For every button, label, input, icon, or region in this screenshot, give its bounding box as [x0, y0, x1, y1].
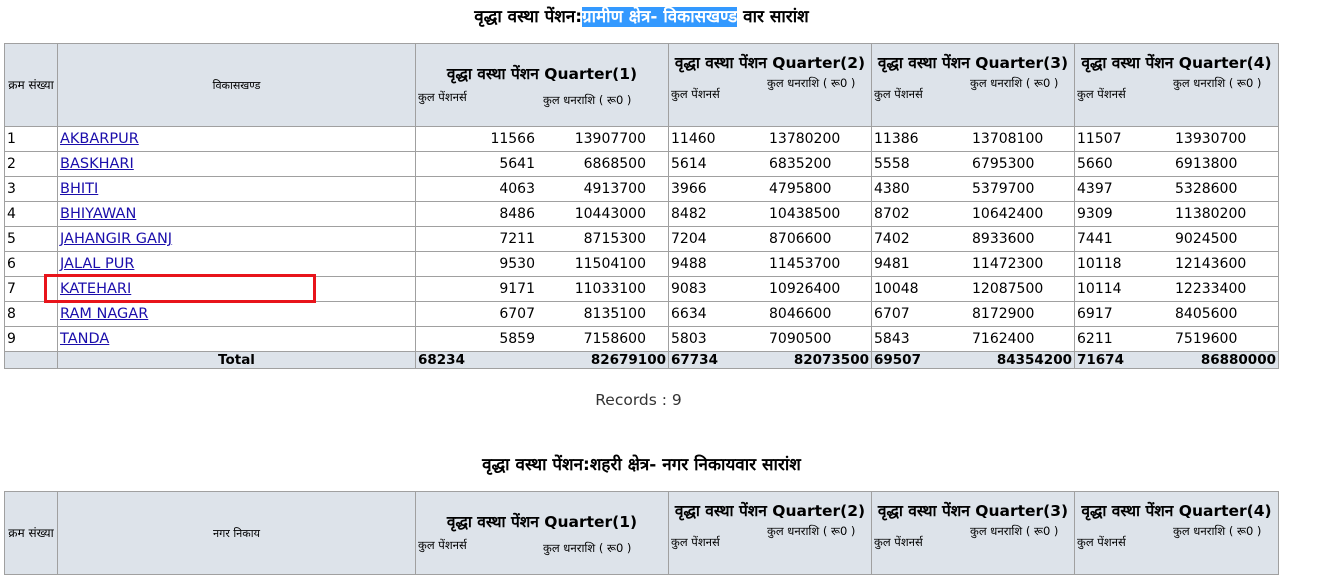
block-link[interactable]: RAM NAGAR — [60, 306, 149, 322]
q4-values-cell — [1075, 227, 1279, 252]
block-link[interactable]: TANDA — [60, 331, 110, 347]
urban-col-serial-header: क्रम संख्या — [5, 492, 58, 575]
q3-values-cell — [872, 227, 1075, 252]
row-serial: 2 — [5, 152, 58, 177]
q4-pensioners-value: 10118 — [1077, 256, 1122, 272]
q2-pensioners-value: 8482 — [671, 206, 707, 222]
q1-pensioners-value: 11566 — [490, 131, 535, 147]
row-serial: 3 — [5, 177, 58, 202]
total-pensioners: 67734 — [671, 352, 718, 368]
q4-pensioners-value: 10114 — [1077, 281, 1122, 297]
q2-pensioners-value: 5614 — [671, 156, 707, 172]
row-block-cell — [58, 177, 416, 202]
total-amount: 86880000 — [1200, 352, 1276, 368]
q1-pensioners-value: 4063 — [499, 181, 535, 197]
q2-values-cell — [669, 127, 872, 152]
row-serial: 8 — [5, 302, 58, 327]
rural-summary-table — [4, 43, 1279, 369]
q3-pensioners-value: 7402 — [874, 231, 910, 247]
table-row — [5, 177, 1279, 202]
rural-title-selected-text[interactable]: ग्रामीण क्षेत्र- विकासखण्ड — [582, 7, 738, 27]
total-row — [5, 352, 1279, 369]
q4-values-cell — [1075, 252, 1279, 277]
q4-values-cell — [1075, 177, 1279, 202]
block-link[interactable]: JALAL PUR — [60, 256, 135, 272]
row-block-cell — [58, 202, 416, 227]
q1-pensioners-label: कुल पेंशनर्स — [418, 90, 467, 104]
col-quarter3-header: वृद्धा वस्था पेंशन Quarter(3) कुल पेंशनर्स कुल धनराशि ( रू0 ) — [872, 44, 1075, 127]
q3-pensioners-value: 4380 — [874, 181, 910, 197]
row-block-cell — [58, 127, 416, 152]
q4-pensioners-label: कुल पेंशनर्स — [1077, 87, 1126, 101]
urban-col-body-header: नगर निकाय — [58, 492, 416, 575]
q2-pensioners-value: 6634 — [671, 306, 707, 322]
annotation-highlight-box — [44, 274, 316, 303]
q1-values-cell — [416, 277, 669, 302]
q3-values-cell — [872, 252, 1075, 277]
q4-pensioners-value: 6211 — [1077, 331, 1113, 347]
q3-amount-value: 8172900 — [972, 306, 1035, 322]
row-block-cell — [58, 327, 416, 352]
row-serial: 5 — [5, 227, 58, 252]
q2-amount-value: 10926400 — [769, 281, 841, 297]
q3-values-cell — [872, 152, 1075, 177]
q4-values-cell — [1075, 152, 1279, 177]
q4-pensioners-value: 5660 — [1077, 156, 1113, 172]
q3-pensioners-value: 5558 — [874, 156, 910, 172]
q1-pensioners-value: 6707 — [499, 306, 535, 322]
block-link[interactable]: BASKHARI — [60, 156, 134, 172]
q3-pensioners-value: 9481 — [874, 256, 910, 272]
q2-pensioners-value: 9083 — [671, 281, 707, 297]
q3-amount-value: 10642400 — [972, 206, 1044, 222]
q2-amount-value: 10438500 — [769, 206, 841, 222]
q3-values-cell — [872, 277, 1075, 302]
q4-amount-value: 12233400 — [1175, 281, 1247, 297]
q4-pensioners-value: 7441 — [1077, 231, 1113, 247]
q1-amount-value: 6868500 — [583, 156, 646, 172]
q2-values-cell — [669, 302, 872, 327]
q3-amount-value: 11472300 — [972, 256, 1044, 272]
block-link[interactable]: BHITI — [60, 181, 99, 197]
total-blank — [5, 352, 58, 369]
q2-amount-value: 13780200 — [769, 131, 841, 147]
q2-values-cell — [669, 277, 872, 302]
q4-values-cell — [1075, 277, 1279, 302]
q2-amount-value: 8046600 — [769, 306, 832, 322]
q1-values-cell — [416, 127, 669, 152]
q3-amount-value: 7162400 — [972, 331, 1035, 347]
q1-pensioners-value: 5859 — [499, 331, 535, 347]
q1-values-cell — [416, 177, 669, 202]
total-pensioners: 68234 — [418, 352, 465, 368]
table-row — [5, 327, 1279, 352]
q1-amount-value: 11033100 — [574, 281, 646, 297]
q2-amount-value: 8706600 — [769, 231, 832, 247]
q1-amount-value: 10443000 — [574, 206, 646, 222]
row-block-cell — [58, 152, 416, 177]
q2-pensioners-value: 7204 — [671, 231, 707, 247]
q2-pensioners-value: 11460 — [671, 131, 716, 147]
urban-summary-title: वृद्धा वस्था पेंशन:शहरी क्षेत्र- नगर निकायवार सारांश — [482, 455, 801, 475]
q2-amount-value: 7090500 — [769, 331, 832, 347]
q2-values-cell — [669, 227, 872, 252]
q2-values-cell — [669, 177, 872, 202]
table-row — [5, 127, 1279, 152]
row-serial: 7 — [5, 277, 58, 302]
q4-amount-value: 13930700 — [1175, 131, 1247, 147]
total-q2 — [669, 352, 872, 369]
q1-amount-value: 11504100 — [574, 256, 646, 272]
urban-col-quarter1-header: वृद्धा वस्था पेंशन Quarter(1) कुल पेंशनर्स कुल धनराशि ( रू0 ) — [416, 492, 669, 575]
rural-title-prefix: वृद्धा वस्था पेंशन: — [474, 7, 583, 27]
q4-amount-value: 9024500 — [1175, 231, 1238, 247]
q4-values-cell — [1075, 127, 1279, 152]
q3-values-cell — [872, 202, 1075, 227]
total-q3 — [872, 352, 1075, 369]
q4-amount-value: 11380200 — [1175, 206, 1247, 222]
total-pensioners: 69507 — [874, 352, 921, 368]
q4-pensioners-value: 6917 — [1077, 306, 1113, 322]
row-serial: 1 — [5, 127, 58, 152]
q1-amount-value: 7158600 — [583, 331, 646, 347]
q2-pensioners-value: 9488 — [671, 256, 707, 272]
urban-col-quarter2-header: वृद्धा वस्था पेंशन Quarter(2) कुल पेंशनर्स कुल धनराशि ( रू0 ) — [669, 492, 872, 575]
block-link[interactable]: KATEHARI — [60, 281, 132, 297]
col-block-header: विकासखण्ड — [58, 44, 416, 127]
q1-pensioners-value: 5641 — [499, 156, 535, 172]
rural-title-suffix: वार सारांश — [737, 7, 809, 27]
q2-values-cell — [669, 152, 872, 177]
block-link[interactable]: BHIYAWAN — [60, 206, 137, 222]
q4-values-cell — [1075, 327, 1279, 352]
col-serial-header: क्रम संख्या — [5, 44, 58, 127]
urban-col-quarter4-header: वृद्धा वस्था पेंशन Quarter(4) कुल पेंशनर्स कुल धनराशि ( रू0 ) — [1075, 492, 1279, 575]
q2-amount-value: 4795800 — [769, 181, 832, 197]
q3-amount-value: 5379700 — [972, 181, 1035, 197]
row-block-cell — [58, 227, 416, 252]
q1-amount-value: 8135100 — [583, 306, 646, 322]
row-serial: 6 — [5, 252, 58, 277]
q2-amount-label: कुल धनराशि ( रू0 ) — [767, 76, 856, 90]
q1-pensioners-value: 9171 — [499, 281, 535, 297]
records-count: Records : 9 — [595, 391, 682, 409]
q3-amount-value: 13708100 — [972, 131, 1044, 147]
q1-values-cell — [416, 302, 669, 327]
q2-values-cell — [669, 327, 872, 352]
q2-values-cell — [669, 252, 872, 277]
q3-values-cell — [872, 302, 1075, 327]
table-row — [5, 202, 1279, 227]
q3-values-cell — [872, 177, 1075, 202]
urban-col-quarter3-header: वृद्धा वस्था पेंशन Quarter(3) कुल पेंशनर्स कुल धनराशि ( रू0 ) — [872, 492, 1075, 575]
col-quarter1-header: वृद्धा वस्था पेंशन Quarter(1) कुल पेंशनर्स कुल धनराशि ( रू0 ) — [416, 44, 669, 127]
row-serial: 9 — [5, 327, 58, 352]
q2-amount-value: 11453700 — [769, 256, 841, 272]
q1-pensioners-value: 8486 — [499, 206, 535, 222]
q1-values-cell — [416, 227, 669, 252]
q4-amount-value: 5328600 — [1175, 181, 1238, 197]
q3-amount-value: 8933600 — [972, 231, 1035, 247]
q2-values-cell — [669, 202, 872, 227]
block-link[interactable]: AKBARPUR — [60, 131, 139, 147]
q2-pensioners-value: 5803 — [671, 331, 707, 347]
q3-amount-value: 12087500 — [972, 281, 1044, 297]
row-block-cell — [58, 302, 416, 327]
q3-pensioners-value: 11386 — [874, 131, 919, 147]
q3-pensioners-value: 10048 — [874, 281, 919, 297]
q1-amount-value: 8715300 — [583, 231, 646, 247]
q4-amount-value: 7519600 — [1175, 331, 1238, 347]
q1-values-cell — [416, 252, 669, 277]
q1-amount-value: 13907700 — [574, 131, 646, 147]
q4-amount-value: 12143600 — [1175, 256, 1247, 272]
q2-amount-value: 6835200 — [769, 156, 832, 172]
q2-pensioners-value: 3966 — [671, 181, 707, 197]
total-pensioners: 71674 — [1077, 352, 1124, 368]
row-serial: 4 — [5, 202, 58, 227]
q3-pensioners-value: 5843 — [874, 331, 910, 347]
table-row — [5, 252, 1279, 277]
q4-values-cell — [1075, 202, 1279, 227]
q3-amount-label: कुल धनराशि ( रू0 ) — [970, 76, 1059, 90]
total-label: Total — [58, 352, 416, 369]
q3-pensioners-value: 6707 — [874, 306, 910, 322]
col-quarter2-header: वृद्धा वस्था पेंशन Quarter(2) कुल पेंशनर्स कुल धनराशि ( रू0 ) — [669, 44, 872, 127]
q1-values-cell — [416, 152, 669, 177]
q4-amount-value: 6913800 — [1175, 156, 1238, 172]
q1-pensioners-value: 9530 — [499, 256, 535, 272]
total-amount: 84354200 — [996, 352, 1072, 368]
q3-amount-value: 6795300 — [972, 156, 1035, 172]
table-row — [5, 302, 1279, 327]
q4-pensioners-value: 11507 — [1077, 131, 1122, 147]
rural-summary-title — [0, 4, 1283, 27]
total-q4 — [1075, 352, 1279, 369]
q1-values-cell — [416, 202, 669, 227]
total-q1 — [416, 352, 669, 369]
q1-amount-value: 4913700 — [583, 181, 646, 197]
q4-pensioners-value: 9309 — [1077, 206, 1113, 222]
urban-summary-table — [4, 491, 1279, 575]
q3-values-cell — [872, 127, 1075, 152]
q4-values-cell — [1075, 302, 1279, 327]
q1-amount-label: कुल धनराशि ( रू0 ) — [543, 93, 632, 107]
q3-pensioners-label: कुल पेंशनर्स — [874, 87, 923, 101]
col-quarter4-header: वृद्धा वस्था पेंशन Quarter(4) कुल पेंशनर्स कुल धनराशि ( रू0 ) — [1075, 44, 1279, 127]
q3-values-cell — [872, 327, 1075, 352]
total-amount: 82073500 — [793, 352, 869, 368]
q2-pensioners-label: कुल पेंशनर्स — [671, 87, 720, 101]
q1-values-cell — [416, 327, 669, 352]
q3-pensioners-value: 8702 — [874, 206, 910, 222]
q4-pensioners-value: 4397 — [1077, 181, 1113, 197]
block-link[interactable]: JAHANGIR GANJ — [60, 231, 173, 247]
table-row — [5, 227, 1279, 252]
q4-amount-value: 8405600 — [1175, 306, 1238, 322]
total-amount: 82679100 — [590, 352, 666, 368]
row-block-cell — [58, 252, 416, 277]
q1-pensioners-value: 7211 — [499, 231, 535, 247]
table-row — [5, 152, 1279, 177]
q4-amount-label: कुल धनराशि ( रू0 ) — [1173, 76, 1262, 90]
